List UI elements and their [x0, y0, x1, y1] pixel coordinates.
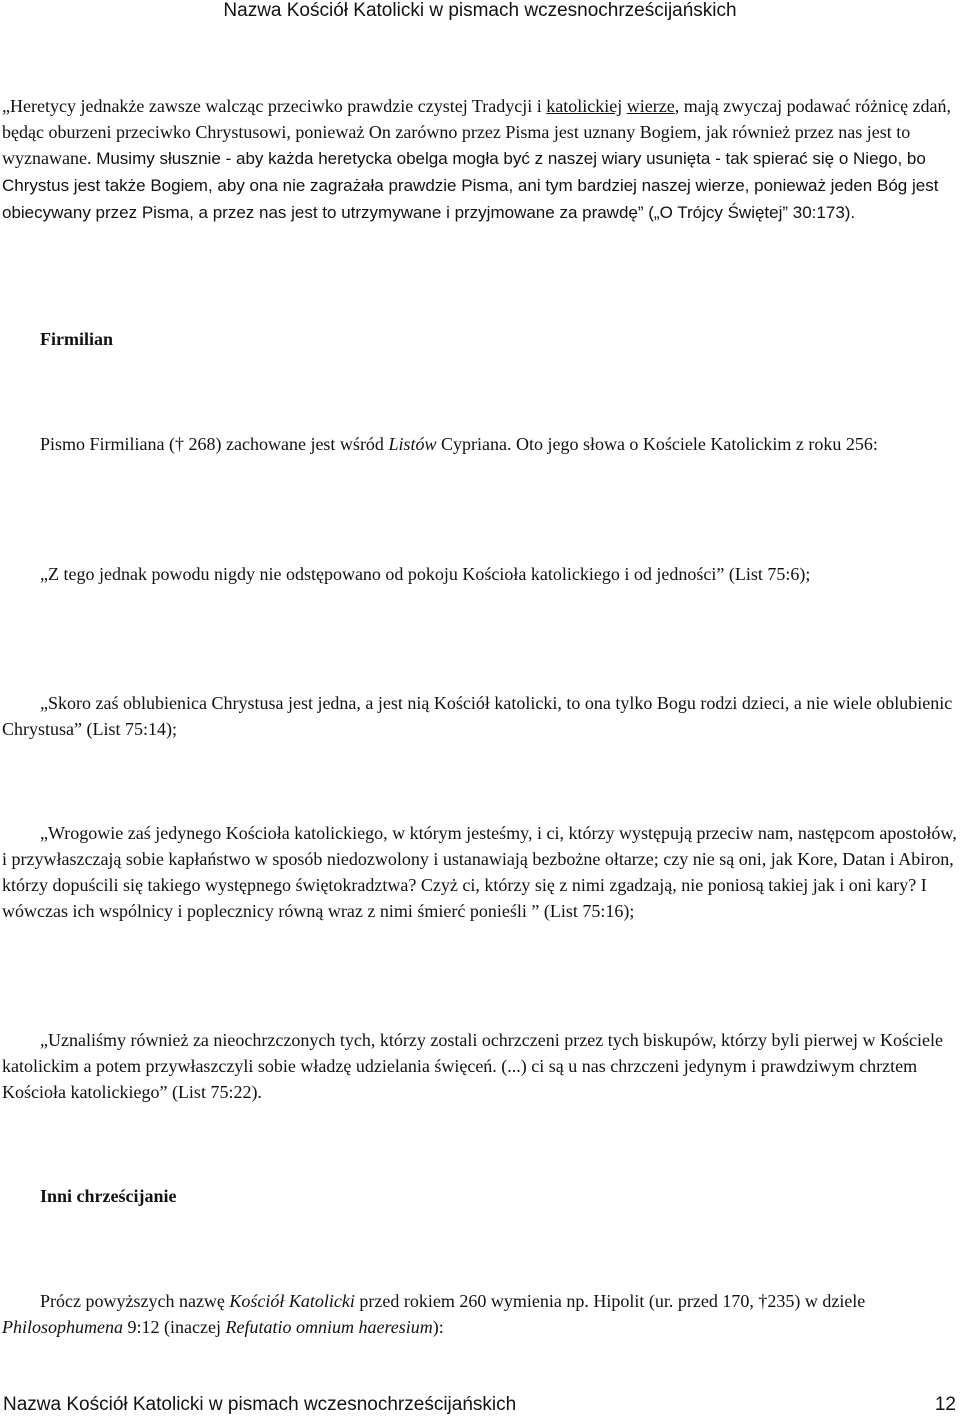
paragraph-heretycy — [2, 93, 958, 226]
link-katolickiej[interactable]: katolickiej — [546, 96, 623, 116]
italic-title: Philosophumena — [2, 1317, 123, 1337]
section-heading-inni: Inni chrześcijanie — [40, 1186, 177, 1206]
page-header: Nazwa Kościół Katolicki w pismach wczesnochrześcijańskich — [223, 0, 737, 21]
quote-list-75-6: „Z tego jednak powodu nigdy nie odstępowano od pokoju Kościoła katolickiego i od jedności” (List 75:6); — [40, 564, 811, 584]
link-wierze[interactable]: wierze — [626, 96, 675, 116]
quote-list-75-16: „Wrogowie zaś jedynego Kościoła katolickiego, w którym jesteśmy, i ci, którzy występują przeciw nam, następcom apostołów, i przywłaszczają sobie kapłaństwo w sposób niedozwolony i ustanawiają bezbożne ołtarze; czy nie są oni, jak Kore, Datan i Abiron, którzy dopuścili się takiego występnego świętokradztwa? Czyż ci, którzy się z nimi zgadzają, nie poniosą takiej jak i oni kary? I wówczas ich wspólnicy i poplecznicy równą wraz z nimi śmierć ponieśli ” (List 75:16); — [2, 823, 957, 921]
section-heading-firmilian: Firmilian — [40, 329, 113, 349]
italic-title: Refutatio omnium haeresium — [225, 1317, 433, 1337]
paragraph-inni: Prócz powyższych nazwę Kościół Katolicki przed rokiem 260 wymienia np. Hipolit (ur. przed 170, †235) w dziele Philosophumena 9:12 (inaczej Refutatio omnium haeresium): — [2, 1291, 866, 1337]
quote-list-75-14: „Skoro zaś oblubienica Chrystusa jest jedna, a jest nią Kościół katolicki, to ona tylko Bogu rodzi dzieci, a nie wiele oblubienic Chrystusa” (List 75:14); — [2, 693, 953, 739]
quote-text-sans: Musimy słusznie - aby każda heretycka obelga mogła być z naszej wiary usunięta - tak spierać się o Niego, bo Chrystus jest także Bogiem, aby ona nie zagrażała prawdzie Pisma, ani tym bardziej naszej wierze, ponieważ jeden Bóg jest obiecywany przez Pisma, a przez nas jest to utrzymywane i przyjmowane za prawdę” („O Trójcy Świętej” 30:173). — [2, 149, 939, 222]
page-footer — [3, 1394, 956, 1416]
quote-list-75-22: „Uznaliśmy również za nieochrzczonych tych, którzy zostali ochrzczeni przez tych biskupów, którzy byli pierwej w Kościele katolickim a potem przywłaszczyli sobie władzę udzielania święceń. (...) ci są u nas chrzczeni jedynym i prawdziwym chrztem Kościoła katolickiego” (List 75:22). — [2, 1030, 943, 1102]
quote-text: „Heretycy jednakże zawsze walcząc przeciwko prawdzie czystej Tradycji i — [2, 96, 547, 116]
italic-title: Listów — [388, 434, 437, 454]
italic-title: Kościół Katolicki — [229, 1291, 355, 1311]
footer-title: Nazwa Kościół Katolicki w pismach wczesnochrześcijańskich — [3, 1394, 517, 1415]
page-number: 12 — [934, 1394, 956, 1415]
paragraph-firmilian-intro: Pismo Firmiliana († 268) zachowane jest wśród Listów Cypriana. Oto jego słowa o Kościele Katolickim z roku 256: — [40, 434, 878, 454]
quote-text: , mają zwyczaj podawać różnicę zdań, będąc oburzeni przeciwko Chrystusowi, ponieważ On zarówno przez Pisma jest uznany Bogiem, jak również przez nas jest to wyznawane. — [2, 96, 952, 168]
